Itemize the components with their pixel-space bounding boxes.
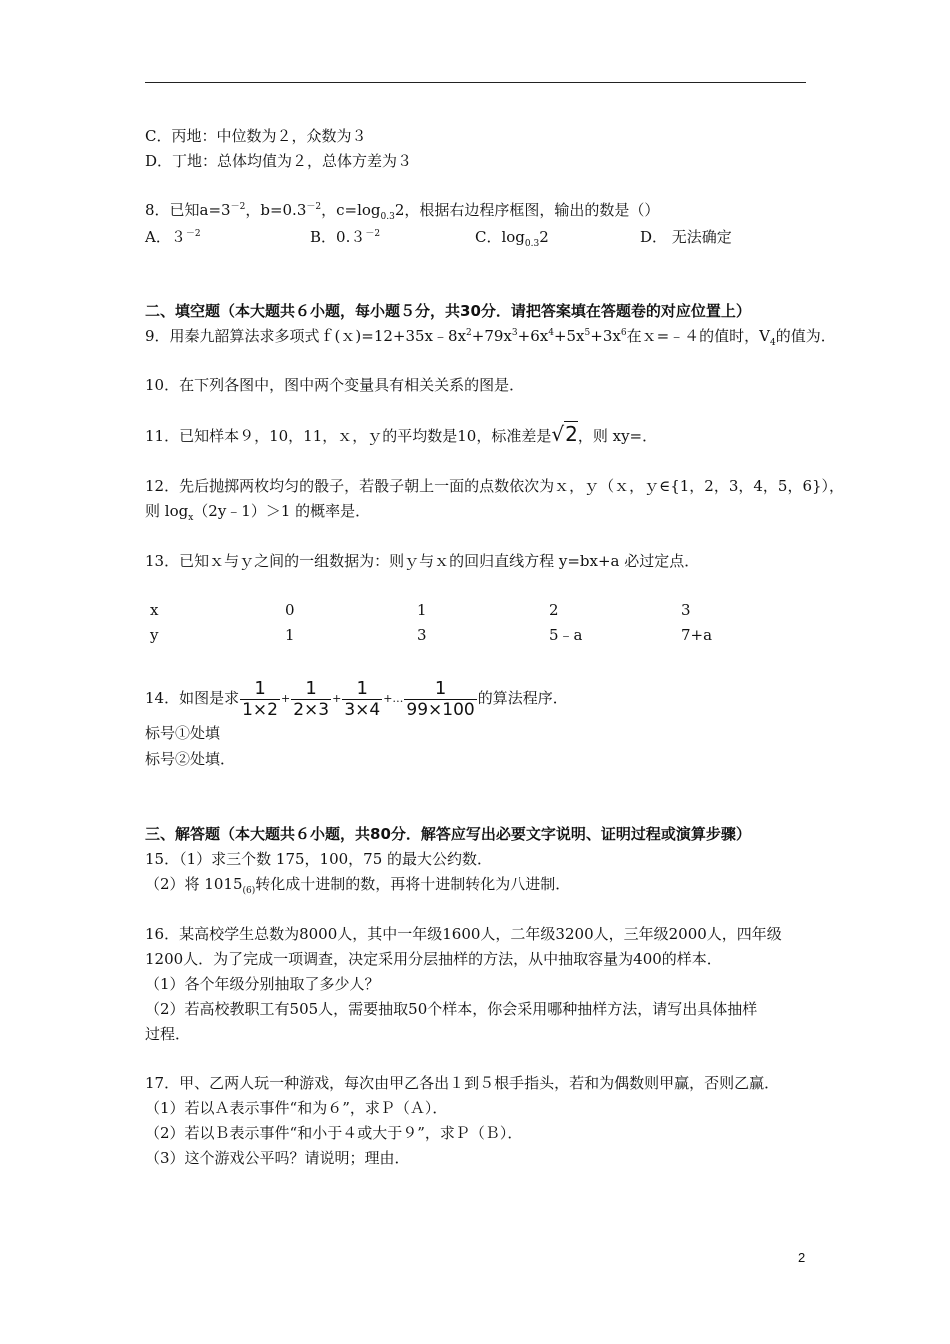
- q16-line1: 16．某高校学生总数为8000人，其中一年级1600人，二年级3200人，三年级2000人，四年级: [145, 925, 782, 943]
- q11: 11．已知样本９，10，11，ｘ，ｙ的平均数是10，标准差是√2，则 xy=．: [145, 422, 658, 446]
- table-cell: 1: [285, 626, 295, 644]
- table-cell: 2: [549, 601, 559, 619]
- table-y-label: y: [150, 626, 159, 644]
- q14-blank-2: 标号②处填．: [145, 750, 236, 768]
- q16-line3: （1）各个年级分别抽取了多少人？: [145, 975, 380, 993]
- q14: 14．如图是求 $\frac{1}{1\times 2}$ + $\frac{1}{2\times 3}$ + $\frac{1}{3\times 4}$ +… $\frac{1}{99\times 100}$ 的算法程序．: [145, 677, 568, 720]
- q8-option-d: D． 无法确定: [640, 228, 732, 246]
- fraction: $\frac{1}{1\times 2}$: [242, 677, 278, 720]
- page-number: 2: [798, 1250, 806, 1265]
- sqrt-symbol: √2: [551, 422, 578, 446]
- q8-option-b: B．$0.3^{-2}$: [310, 228, 381, 246]
- table-cell: 3: [417, 626, 427, 644]
- header-rule: [145, 82, 806, 83]
- q8-stem: 8．已知$a=3^{-2}$，$b=0.3^{-2}$，$c=\log_{0.3}2$，根据右边程序框图，输出的数是（）: [145, 201, 660, 222]
- table-cell: 7+a: [681, 626, 713, 644]
- q17-line4: （3）这个游戏公平吗？请说明；理由．: [145, 1149, 410, 1167]
- q14-blank-1: 标号①处填: [145, 724, 221, 742]
- q7-option-d: D．丁地：总体均值为２，总体方差为３: [145, 152, 413, 170]
- q17-line3: （2）若以Ｂ表示事件“和小于４或大于９”，求Ｐ（Ｂ）．: [145, 1124, 523, 1142]
- q16-line4: （2）若高校教职工有505人，需要抽取50个样本，你会采用哪种抽样方法，请写出具体抽样: [145, 1000, 758, 1018]
- q8-option-a: A．$3^{-2}$: [145, 228, 201, 246]
- q13: 13．已知ｘ与ｙ之间的一组数据为：则ｙ与ｘ的回归直线方程 y=bx+a 必过定点．: [145, 552, 700, 570]
- q8-option-c: C．$\log_{0.3}2$: [475, 228, 549, 249]
- q7-option-c: C．丙地：中位数为２，众数为３: [145, 127, 367, 145]
- table-x-label: x: [150, 601, 159, 619]
- table-cell: 1: [417, 601, 427, 619]
- q15-part1: 15．（1）求三个数 175，100，75 的最大公约数．: [145, 850, 493, 868]
- section-2-heading: 二、填空题（本大题共６小题，每小题５分，共30分．请把答案填在答题卷的对应位置上）: [145, 302, 751, 320]
- q16-line2: 1200人．为了完成一项调查，决定采用分层抽样的方法，从中抽取容量为400的样本．: [145, 950, 722, 968]
- fraction: $\frac{1}{3\times 4}$: [344, 677, 381, 720]
- q12-line1: 12．先后抛掷两枚均匀的骰子，若骰子朝上一面的点数依次为ｘ，ｙ（ｘ，ｙ∈{1，2，3，4，5，6}），: [145, 477, 845, 495]
- table-cell: 0: [285, 601, 295, 619]
- q10: 10．在下列各图中，图中两个变量具有相关关系的图是．: [145, 376, 525, 394]
- fraction: $\frac{1}{99\times 100}$: [406, 677, 475, 720]
- table-cell: 3: [681, 601, 691, 619]
- fraction: $\frac{1}{2\times 3}$: [293, 677, 330, 720]
- section-3-heading: 三、解答题（本大题共６小题，共80分．解答应写出必要文字说明、证明过程或演算步骤）: [145, 825, 751, 843]
- q16-line5: 过程．: [145, 1025, 191, 1043]
- table-cell: 5﹣a: [549, 626, 583, 644]
- q12-line2: 则 $\log_x(2y﹣1)>1$ 的概率是．: [145, 502, 371, 523]
- q17-line1: 17．甲、乙两人玩一种游戏，每次由甲乙各出１到５根手指头，若和为偶数则甲赢，否则乙赢．: [145, 1074, 780, 1092]
- q9: 9．用秦九韶算法求多项式$f(x)=12+35x﹣8x^2+79x^3+6x^4+5x^5+3x^6$在ｘ=﹣４的值时，$V_4$的值为．: [145, 327, 836, 348]
- q17-line2: （1）若以Ａ表示事件“和为６”，求Ｐ（Ａ）．: [145, 1099, 448, 1117]
- q15-part2: （2）将 $1015_{(6)}$转化成十进制的数，再将十进制转化为八进制．: [145, 875, 571, 896]
